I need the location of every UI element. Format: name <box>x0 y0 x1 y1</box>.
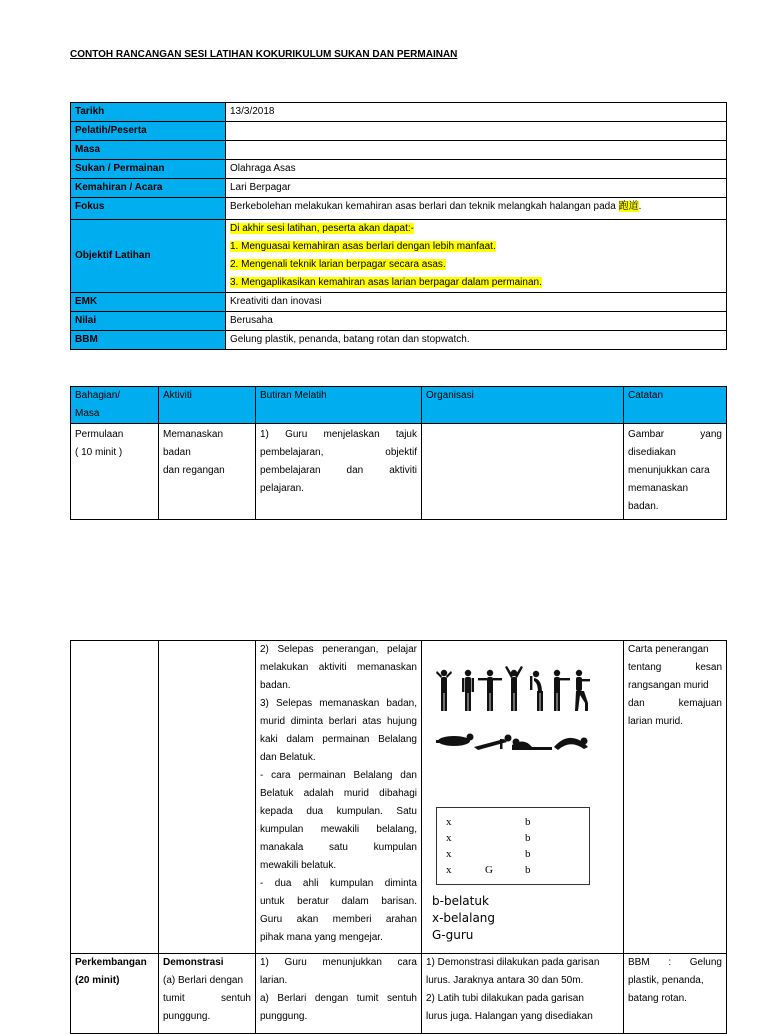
emk-value: Kreativiti dan inovasi <box>226 293 727 312</box>
belatuk-marker: b <box>525 864 531 876</box>
butiran-cell: 1) Guru menjelaskan tajuk pembelajaran, objektif pembelajaran dan aktiviti pelajaran. <box>256 424 422 520</box>
kemahiran-value: Lari Berpagar <box>226 179 727 198</box>
fokus-value: Berkebolehan melakukan kemahiran asas berlari dan teknik melangkah halangan pada 跑道. <box>226 198 727 220</box>
objektif-item: 1. Menguasai kemahiran asas berlari dengan lebih manfaat. <box>230 241 496 252</box>
pelatih-value <box>226 122 727 141</box>
catatan-cell: BBM : Gelung plastik, penanda, batang rotan. <box>624 954 727 1034</box>
bahagian-cell: Perkembangan (20 minit) <box>71 954 159 1034</box>
objektif-intro: Di akhir sesi latihan, peserta akan dapat:- <box>230 223 414 234</box>
objektif-value <box>226 220 727 293</box>
masa-label: Masa <box>71 141 226 160</box>
bahagian-cell <box>71 641 159 954</box>
masa-value <box>226 141 727 160</box>
page-title: CONTOH RANCANGAN SESI LATIHAN KOKURIKULUM SUKAN DAN PERMAINAN <box>70 49 458 60</box>
butiran-cell: 2) Selepas penerangan, pelajar melakukan aktiviti memanaskan badan. 3) Selepas memanaskan badan, murid diminta berlari atas hujung kaki dalam permainan Belalang dan Belatuk. - cara permainan Belalang dan Belatuk adalah murid dibahagi kepada dua kumpulan. Satu kumpulan mewakili belalang, manakala satu kumpulan mewakili belatuk. - dua ahli kumpulan diminta untuk beratur dalam barisan. Guru akan memberi arahan pihak mana yang mengejar. <box>256 641 422 954</box>
nilai-label: Nilai <box>71 312 226 331</box>
sukan-label: Sukan / Permainan <box>71 160 226 179</box>
header-butiran: Butiran Melatih <box>256 387 422 424</box>
activity-plan-continued-table <box>70 640 727 1034</box>
activity-plan-table <box>70 386 727 520</box>
belatuk-marker: b <box>525 816 531 828</box>
belalang-marker: x <box>446 864 452 876</box>
fokus-label: Fokus <box>71 198 226 220</box>
bahagian-cell: Permulaan ( 10 minit ) <box>71 424 159 520</box>
catatan-cell: Carta penerangan tentang kesan rangsangan murid dan kemajuan larian murid. <box>624 641 727 954</box>
aktiviti-cell: Demonstrasi (a) Berlari dengan tumit sentuh punggung. <box>159 954 256 1034</box>
header-bahagian: Bahagian/ Masa <box>71 387 159 424</box>
nilai-value: Berusaha <box>226 312 727 331</box>
header-catatan: Catatan <box>624 387 727 424</box>
tarikh-label: Tarikh <box>71 103 226 122</box>
header-organisasi: Organisasi <box>422 387 624 424</box>
aktiviti-cell: Memanaskan badan dan regangan <box>159 424 256 520</box>
warmup-figures-illustration <box>428 661 598 761</box>
objektif-item: 3. Mengaplikasikan kemahiran asas larian berpagar dalam permainan. <box>230 277 542 288</box>
butiran-cell: 1) Guru menunjukkan cara larian. a) Berlari dengan tumit sentuh punggung. <box>256 954 422 1034</box>
game-layout-diagram <box>436 807 590 885</box>
belalang-marker: x <box>446 816 452 828</box>
emk-label: EMK <box>71 293 226 312</box>
guru-marker: G <box>485 864 493 876</box>
session-info-table <box>70 102 727 350</box>
objektif-item: 2. Mengenali teknik larian berpagar secara asas. <box>230 259 446 270</box>
pelatih-label: Pelatih/Peserta <box>71 122 226 141</box>
organisasi-cell: 1) Demonstrasi dilakukan pada garisan lurus. Jaraknya antara 30 dan 50m. 2) Latih tubi dilakukan pada garisan lurus juga. Halangan yang disediakan <box>422 954 624 1034</box>
aktiviti-cell <box>159 641 256 954</box>
organisasi-cell <box>422 424 624 520</box>
objektif-label: Objektif Latihan <box>71 220 226 293</box>
belatuk-marker: b <box>525 848 531 860</box>
diagram-legend: b-belatuk x-belalang G-guru <box>432 894 496 942</box>
belalang-marker: x <box>446 848 452 860</box>
bbm-value: Gelung plastik, penanda, batang rotan dan stopwatch. <box>226 331 727 350</box>
organisasi-cell <box>422 641 624 954</box>
tarikh-value: 13/3/2018 <box>226 103 727 122</box>
kemahiran-label: Kemahiran / Acara <box>71 179 226 198</box>
belatuk-marker: b <box>525 832 531 844</box>
catatan-cell: Gambar yang disediakan menunjukkan cara memanaskan badan. <box>624 424 727 520</box>
header-aktiviti: Aktiviti <box>159 387 256 424</box>
bbm-label: BBM <box>71 331 226 350</box>
sukan-value: Olahraga Asas <box>226 160 727 179</box>
belalang-marker: x <box>446 832 452 844</box>
